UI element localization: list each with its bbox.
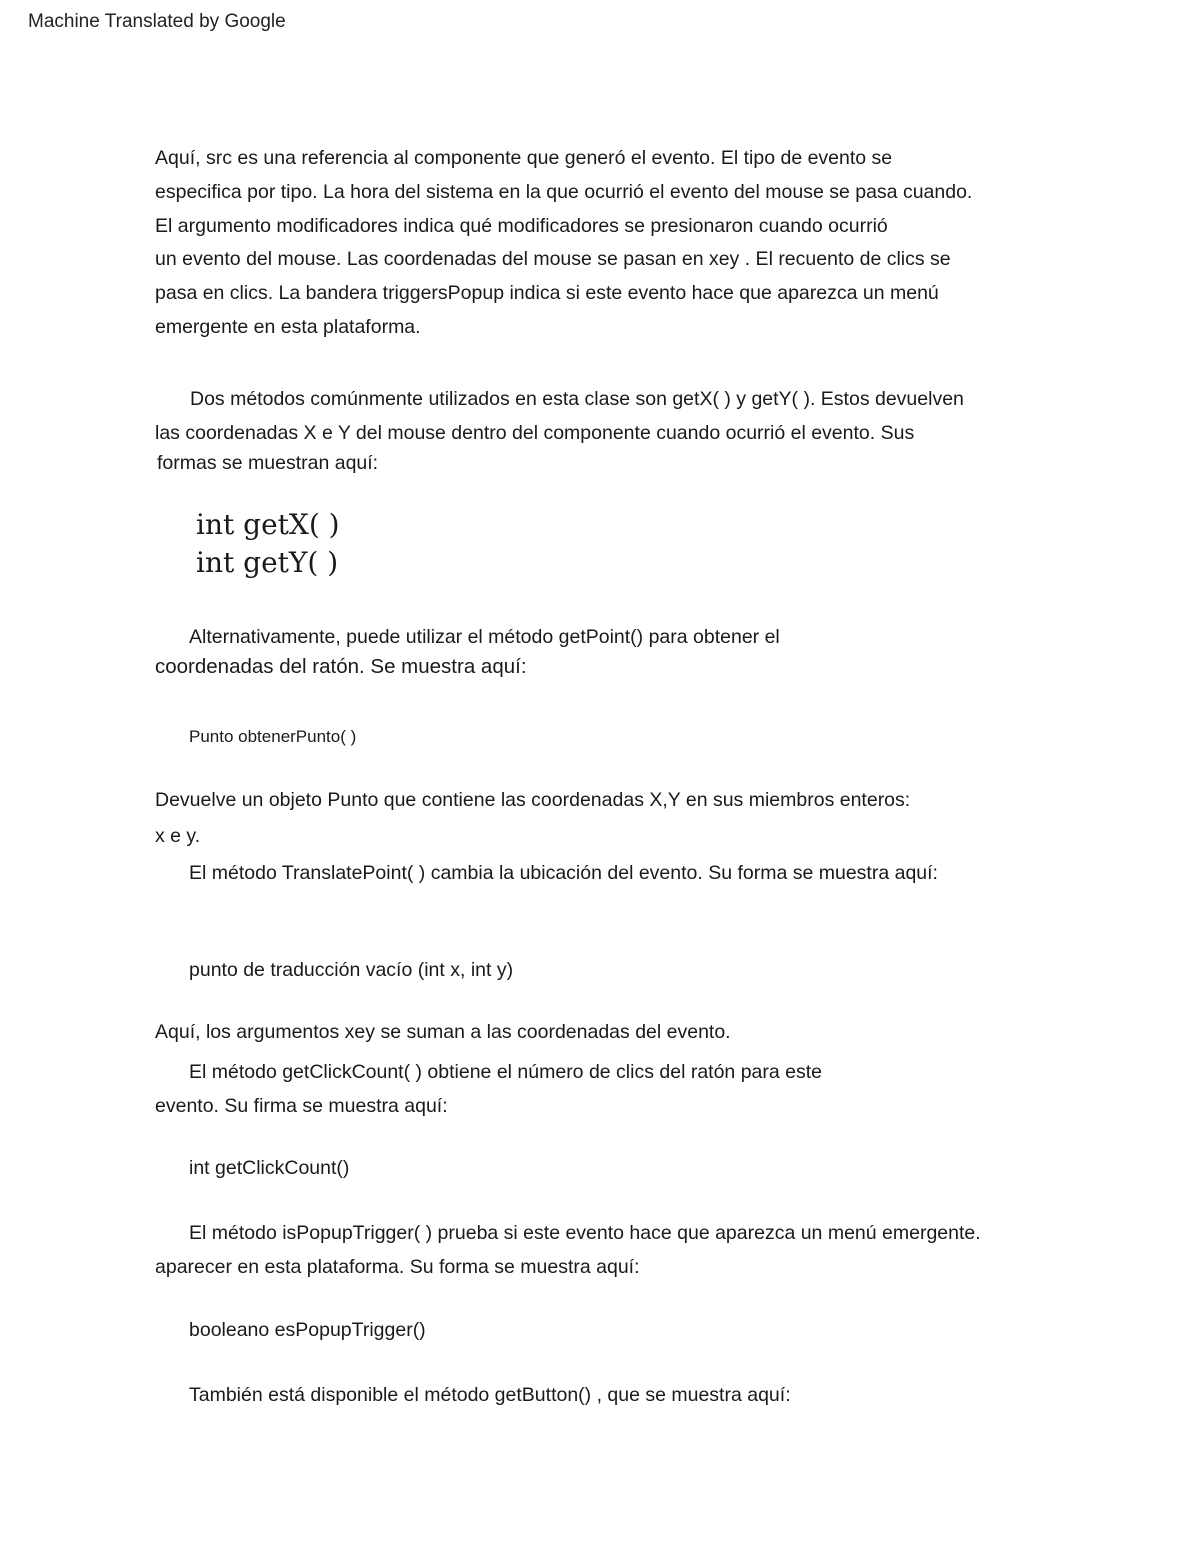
text-line: evento. Su firma se muestra aquí: [155, 1095, 448, 1117]
text-line: x e y. [155, 825, 201, 847]
text-line: El método isPopupTrigger( ) prueba si este evento hace que aparezca un menú emergente. [189, 1222, 981, 1244]
text-line: las coordenadas X e Y del mouse dentro del componente cuando ocurrió el evento. Sus [155, 422, 915, 444]
text-line: Dos métodos comúnmente utilizados en esta clase son getX( ) y getY( ). Estos devuelven [190, 388, 964, 410]
text-line: un evento del mouse. Las coordenadas del mouse se pasan en xey . El recuento de clics se [155, 248, 951, 270]
code-snippet-popup: booleano esPopupTrigger() [189, 1319, 426, 1341]
code-snippet-point: Punto obtenerPunto( ) [189, 727, 357, 746]
text-line: Alternativamente, puede utilizar el método getPoint() para obtener el [189, 626, 780, 648]
code-line: int getX( ) [196, 508, 340, 541]
text-line: aparecer en esta plataforma. Su forma se muestra aquí: [155, 1256, 640, 1278]
code-snippet-translate: punto de traducción vacío (int x, int y) [189, 959, 514, 981]
text-line: pasa en clics. La bandera triggersPopup indica si este evento hace que aparezca un menú [155, 282, 939, 304]
text-line: El método TranslatePoint( ) cambia la ubicación del evento. Su forma se muestra aquí: [189, 862, 938, 884]
text-line: Devuelve un objeto Punto que contiene las coordenadas X,Y en sus miembros enteros: [155, 789, 911, 811]
text-line: Aquí, src es una referencia al componente que generó el evento. El tipo de evento se [155, 147, 893, 169]
text-line: También está disponible el método getButton() , que se muestra aquí: [189, 1384, 791, 1406]
text-line: especifica por tipo. La hora del sistema en la que ocurrió el evento del mouse se pasa cuando. [155, 181, 973, 203]
text-line: Aquí, los argumentos xey se suman a las coordenadas del evento. [155, 1021, 731, 1043]
watermark-label: Machine Translated by Google [28, 11, 286, 32]
code-snippet-clickcount: int getClickCount() [189, 1157, 350, 1179]
text-line: formas se muestran aquí: [157, 452, 379, 474]
text-line: coordenadas del ratón. Se muestra aquí: [155, 655, 527, 678]
text-line: emergente en esta plataforma. [155, 316, 421, 338]
text-line: El método getClickCount( ) obtiene el número de clics del ratón para este [189, 1061, 822, 1083]
text-line: El argumento modificadores indica qué modificadores se presionaron cuando ocurrió [155, 215, 888, 237]
code-line: int getY( ) [196, 546, 339, 579]
